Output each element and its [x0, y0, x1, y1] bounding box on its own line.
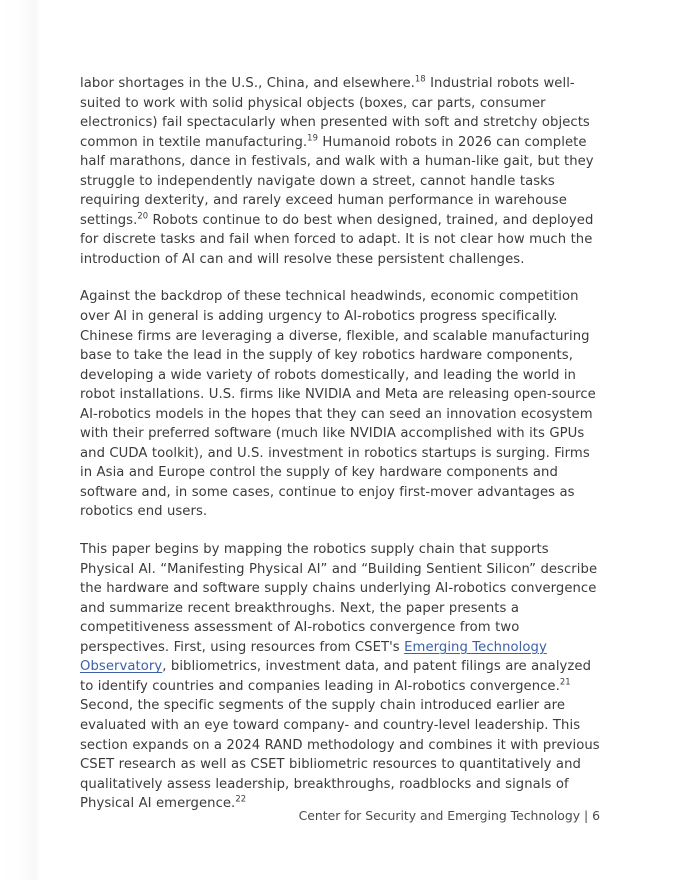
footnote-marker-18: 18: [414, 73, 426, 84]
page-edge-shadow: [0, 0, 40, 880]
emerging-technology-observatory-link[interactable]: Emerging Technology Observatory: [80, 639, 547, 675]
paragraph-1-segment-1: labor shortages in the U.S., China, and elsewhere.: [80, 76, 415, 91]
paragraph-1-segment-2: Industrial robots well-suited to work with solid physical objects (boxes, car parts, consumer electronics) fail spectacularly when presented with soft and stretchy objects common in textile manufacturing.: [80, 76, 590, 150]
footnote-marker-19: 19: [307, 132, 318, 143]
paragraph-3: [80, 540, 600, 814]
paragraph-3-segment-2: , bibliometrics, investment data, and patent filings are analyzed to identify countries and companies leading in AI-robotics convergence.: [80, 659, 592, 694]
page-footer: Center for Security and Emerging Technology | 6: [298, 808, 600, 823]
paragraph-1-segment-4: Robots continue to do best when designed, trained, and deployed for discrete tasks and fail when forced to adapt. It is not clear how much the introduction of AI can and will resolve these persistent challenges.: [80, 212, 594, 267]
paragraph-3-segment-3: Second, the specific segments of the supply chain introduced earlier are evaluated with an eye toward company- and country-level leadership. This section expands on a 2024 RAND methodology and combines it with previous CSET research as well as CSET bibliometric resources to quantitatively and qualitatively assess leadership, breakthroughs, roadblocks and signals of Physical AI emergence.: [80, 698, 600, 812]
paragraph-1-segment-3: Humanoid robots in 2026 can complete half marathons, dance in festivals, and walk with a human-like gait, but they struggle to independently navigate down a street, cannot handle tasks requiring dexterity, and rarely exceed human performance in warehouse settings.: [80, 134, 594, 228]
document-body: [80, 74, 600, 814]
paragraph-1: [80, 74, 600, 269]
paragraph-2: Against the backdrop of these technical headwinds, economic competition over AI in general is adding urgency to AI-robotics progress specifically. Chinese firms are leveraging a diverse, flexible, and scalable manufacturing base to take the lead in the supply of key robotics hardware components, developing a wide variety of robots domestically, and leading the world in robot installations. U.S. firms like NVIDIA and Meta are releasing open-source AI-robotics models in the hopes that they can seed an innovation ecosystem with their preferred software (much like NVIDIA accomplished with its GPUs and CUDA toolkit), and U.S. investment in robotics startups is surging. Firms in Asia and Europe control the supply of key hardware components and software and, in some cases, continue to enjoy first-mover advantages as robotics end users.: [80, 289, 596, 520]
footnote-marker-21: 21: [559, 676, 571, 687]
footnote-marker-20: 20: [137, 210, 149, 221]
footnote-marker-22: 22: [235, 793, 247, 804]
paragraph-3-segment-1: This paper begins by mapping the robotics supply chain that supports Physical AI. “Manifesting Physical AI” and “Building Sentient Silicon” describe the hardware and software supply chains underlying AI-robotics convergence and summarize recent breakthroughs. Next, the paper presents a competitiveness assessment of AI-robotics convergence from two perspectives. First, using resources from CSET's: [80, 542, 598, 655]
